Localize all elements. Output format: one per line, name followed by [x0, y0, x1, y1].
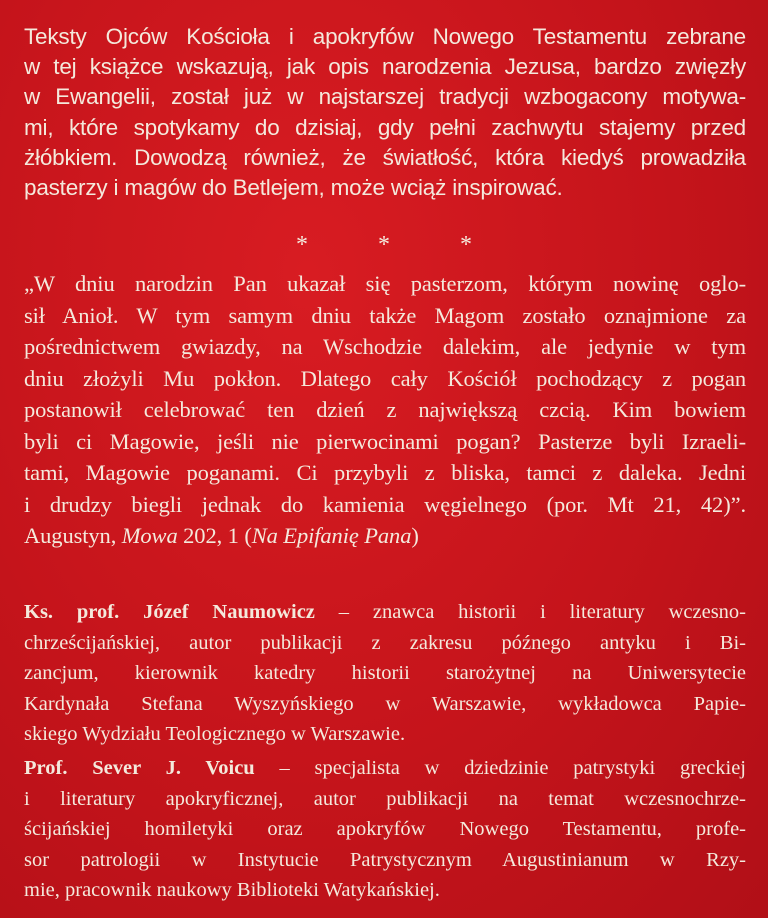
source-close: )	[411, 523, 419, 548]
author-bio-line: i literatury apokryficznej, autor publikacji na temat wczesnochrze-	[24, 787, 746, 810]
quote-line: tami, Magowie poganami. Ci przybyli z bliska, tamci z daleka. Jedni	[24, 460, 746, 485]
author-name: Prof. Sever J. Voicu	[24, 757, 255, 779]
author-bio-line: zancjum, kierownik katedry historii starożytnej na Uniwersytecie	[24, 662, 746, 684]
author-bio-line: Kardynała Stefana Wyszyńskiego w Warszawie, wykładowca Papie-	[24, 692, 746, 715]
author-bio-line: chrześcijańskiej, autor publikacji z zakresu późnego antyku i Bi-	[24, 631, 746, 654]
intro-line: Teksty Ojców Kościoła i apokryfów Nowego Testamentu zebrane	[24, 24, 746, 49]
author-bio-line: ścijańskiej homiletyki oraz apokryfów Nowego Testamentu, profe-	[24, 818, 746, 840]
section-separator: * * *	[296, 232, 504, 258]
quote-line: i drudzy biegli jednak do kamienia węgielnego (por. Mt 21, 42)”.	[24, 491, 746, 517]
author-name: Ks. prof. Józef Naumowicz	[24, 601, 315, 623]
intro-line: mi, które spotykamy do dzisiaj, gdy pełni zachwytu stajemy przed	[24, 114, 746, 140]
quote-line: pośrednictwem gwiazdy, na Wschodzie dalekim, ale jedynie w tym	[24, 334, 746, 359]
quote-line: dniu złożyli Mu pokłon. Dlatego cały Kościół pochodzący z pogan	[24, 365, 746, 391]
intro-line: w tej książce wskazują, jak opis narodzenia Jezusa, bardzo zwięzły	[24, 54, 746, 80]
intro-line: pasterzy i magów do Betlejem, może wciąż inspirować.	[24, 175, 563, 201]
source-work: Mowa	[121, 523, 178, 548]
quote-source	[24, 520, 746, 552]
intro-paragraph	[24, 22, 746, 203]
intro-line: w Ewangelii, został już w najstarszej tradycji wzbogacony motywa-	[24, 84, 746, 110]
quote-line: byli ci Magowie, jeśli nie pierwocinami pogan? Pasterze byli Izraeli-	[24, 428, 746, 454]
augustine-quote	[24, 268, 746, 552]
quote-line: „W dniu narodzin Pan ukazał się pasterzom, którym nowinę oglo-	[24, 271, 746, 296]
author-bio-line: sor patrologii w Instytucie Patrystycznym Augustinianum w Rzy-	[24, 848, 746, 871]
author-bio-line: mie, pracownik naukowy Biblioteki Watykańskiej.	[24, 879, 440, 901]
source-author: Augustyn,	[24, 523, 122, 548]
source-reference: 202, 1 (	[177, 523, 252, 548]
source-title: Na Epifanię Pana	[251, 523, 412, 548]
author-bio-text: – specjalista w dziedzinie patrystyki greckiej	[254, 757, 746, 779]
author-bio-first-line	[24, 597, 746, 628]
intro-line: żłóbkiem. Dowodzą również, że światłość, która kiedyś prowadziła	[24, 144, 746, 170]
quote-line: postanowił celebrować ten dzień z największą czcią. Kim bowiem	[24, 397, 746, 422]
author-bio-naumowicz	[24, 597, 746, 750]
author-bio-text: – znawca historii i literatury wczesno-	[314, 601, 746, 623]
quote-line: sił Anioł. W tym samym dniu także Magom zostało oznajmione za	[24, 302, 746, 328]
author-bio-voicu	[24, 753, 746, 906]
author-bio-line: skiego Wydziału Teologicznego w Warszawie.	[24, 723, 406, 745]
author-bio-first-line	[24, 753, 746, 784]
